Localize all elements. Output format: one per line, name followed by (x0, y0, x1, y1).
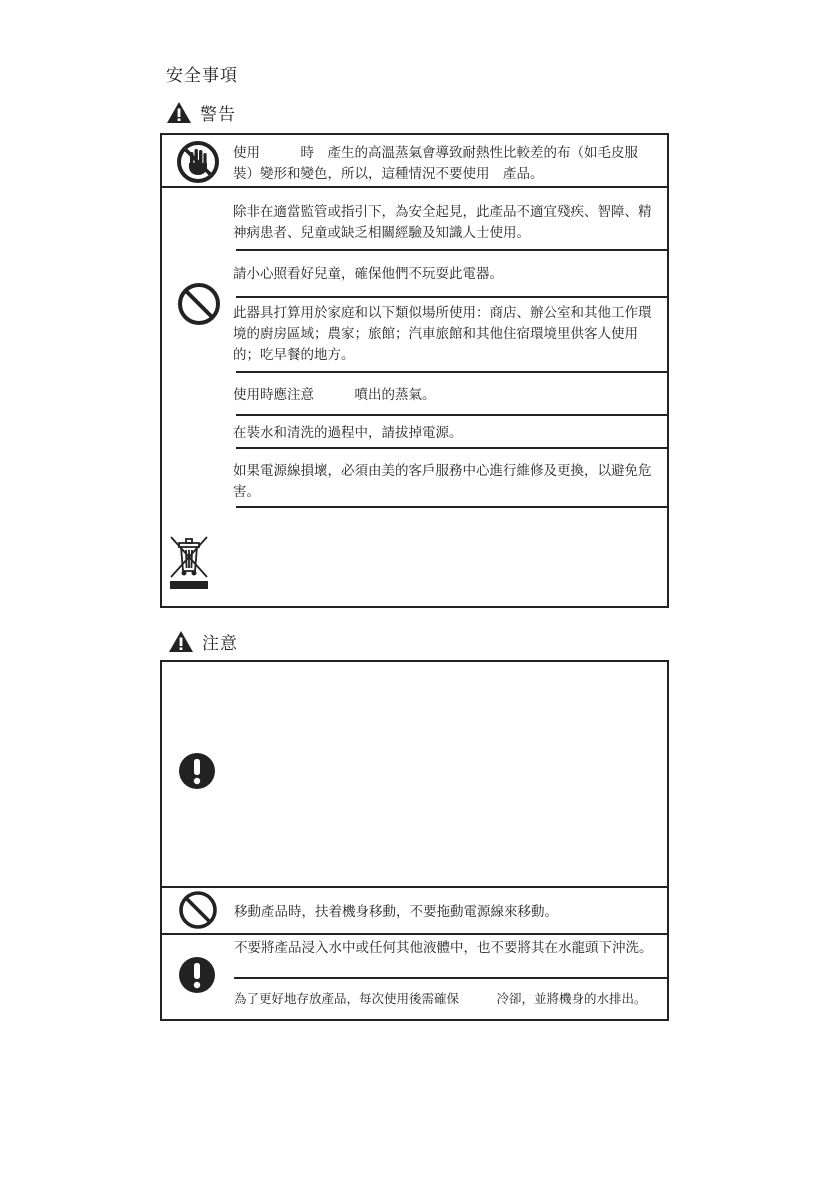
warning-item-text: 除非在適當監管或指引下，為安全起見，此產品不適宜殘疾、智障、精神病患者、兒童或缺乏相關經驗及知識人士使用。 (233, 204, 652, 241)
divider (161, 186, 668, 188)
caution-item-text: 不要將產品浸入水中或任何其他液體中，也不要將其在水龍頭下沖洗。 (234, 940, 653, 956)
warning-item-text: 使用 時 產生的高溫蒸氣會導致耐熱性比較差的布（如毛皮服裝）變形和變色，所以，這種情況不要使用 產品。 (233, 145, 638, 182)
mandatory-icon (178, 956, 216, 994)
prohibition-icon (177, 282, 221, 326)
warning-item-text: 使用時應注意 噴出的蒸氣。 (233, 387, 436, 403)
divider (236, 414, 668, 416)
no-touch-icon (176, 140, 220, 184)
warning-item-text: 此器具打算用於家庭和以下類似場所使用：商店、辦公室和其他工作環境的廚房區域；農家；旅館；汽車旅館和其他住宿環境里供客人使用的；吃早餐的地方。 (233, 305, 652, 363)
divider (236, 296, 668, 298)
warning-heading (166, 100, 236, 125)
caution-triangle-icon (168, 630, 194, 653)
caution-item-text: 為了更好地存放產品，每次使用後需確保 冷卻，並將機身的水排出。 (234, 991, 647, 1006)
divider (236, 371, 668, 373)
warning-item-text: 請小心照看好兒童，確保他們不玩耍此電器。 (233, 266, 503, 282)
divider (161, 886, 668, 888)
divider (236, 447, 668, 449)
warning-heading-label: 警告 (200, 105, 236, 125)
divider (236, 506, 668, 508)
warning-item-text: 如果電源線損壞，必須由美的客戶服務中心進行維修及更換，以避免危害。 (233, 463, 652, 500)
caution-box (160, 660, 669, 1021)
prohibition-icon (178, 890, 218, 930)
weee-bin-icon (167, 531, 211, 591)
caution-heading-label: 注意 (202, 634, 238, 654)
divider (161, 933, 668, 935)
warning-triangle-icon (166, 101, 192, 124)
page-title: 安全事項 (166, 66, 238, 86)
mandatory-icon (178, 752, 216, 790)
caution-heading (168, 629, 238, 654)
caution-item-text: 移動產品時，扶着機身移動，不要拖動電源線來移動。 (234, 904, 558, 920)
divider (236, 249, 668, 251)
warning-item-text: 在裝水和清洗的過程中，請拔掉電源。 (233, 425, 463, 441)
divider (234, 977, 668, 979)
